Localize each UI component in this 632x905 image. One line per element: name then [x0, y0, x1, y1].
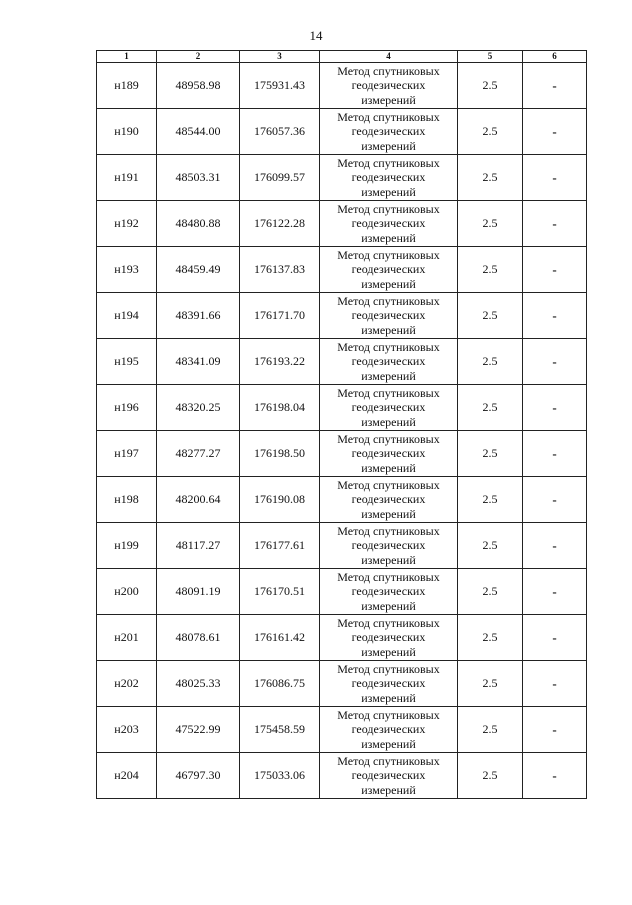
method-line: измерений — [361, 644, 416, 659]
accuracy-cell: 2.5 — [458, 523, 523, 569]
method-cell — [320, 523, 458, 569]
method-line: геодезических — [351, 538, 426, 553]
accuracy-cell: 2.5 — [458, 569, 523, 615]
y-coordinate-cell: 176099.57 — [240, 155, 320, 201]
method-cell — [320, 569, 458, 615]
note-cell: - — [523, 569, 587, 615]
method-line: Метод спутниковых — [337, 707, 440, 722]
table-row — [97, 661, 587, 707]
method-line: геодезических — [351, 768, 426, 783]
method-cell — [320, 431, 458, 477]
x-coordinate-cell: 48117.27 — [157, 523, 240, 569]
point-cell: н203 — [97, 707, 157, 753]
method-line: геодезических — [351, 446, 426, 461]
x-coordinate-cell: 48958.98 — [157, 63, 240, 109]
method-line: Метод спутниковых — [337, 753, 440, 768]
method-line: геодезических — [351, 354, 426, 369]
point-cell: н192 — [97, 201, 157, 247]
point-cell: н198 — [97, 477, 157, 523]
method-line: Метод спутниковых — [337, 201, 440, 216]
note-cell: - — [523, 201, 587, 247]
point-cell: н189 — [97, 63, 157, 109]
note-cell: - — [523, 247, 587, 293]
x-coordinate-cell: 46797.30 — [157, 753, 240, 799]
y-coordinate-cell: 176137.83 — [240, 247, 320, 293]
y-coordinate-cell: 176171.70 — [240, 293, 320, 339]
accuracy-cell: 2.5 — [458, 155, 523, 201]
method-line: Метод спутниковых — [337, 109, 440, 124]
y-coordinate-cell: 176161.42 — [240, 615, 320, 661]
method-line: Метод спутниковых — [337, 63, 440, 78]
accuracy-cell: 2.5 — [458, 109, 523, 155]
y-coordinate-cell: 175033.06 — [240, 753, 320, 799]
accuracy-cell: 2.5 — [458, 339, 523, 385]
y-coordinate-cell: 175931.43 — [240, 63, 320, 109]
table-row — [97, 753, 587, 799]
table-row — [97, 109, 587, 155]
accuracy-cell: 2.5 — [458, 431, 523, 477]
method-line: измерений — [361, 736, 416, 751]
table-row — [97, 201, 587, 247]
method-cell — [320, 385, 458, 431]
x-coordinate-cell: 48341.09 — [157, 339, 240, 385]
method-line: геодезических — [351, 630, 426, 645]
header-col-3: 3 — [240, 51, 320, 63]
method-line: измерений — [361, 276, 416, 291]
method-cell — [320, 707, 458, 753]
accuracy-cell: 2.5 — [458, 385, 523, 431]
header-col-6: 6 — [523, 51, 587, 63]
method-line: геодезических — [351, 262, 426, 277]
accuracy-cell: 2.5 — [458, 247, 523, 293]
y-coordinate-cell: 176198.50 — [240, 431, 320, 477]
y-coordinate-cell: 176193.22 — [240, 339, 320, 385]
accuracy-cell: 2.5 — [458, 201, 523, 247]
accuracy-cell: 2.5 — [458, 753, 523, 799]
method-line: Метод спутниковых — [337, 523, 440, 538]
point-cell: н196 — [97, 385, 157, 431]
method-line: измерений — [361, 368, 416, 383]
method-cell — [320, 615, 458, 661]
x-coordinate-cell: 48391.66 — [157, 293, 240, 339]
point-cell: н201 — [97, 615, 157, 661]
header-col-2: 2 — [157, 51, 240, 63]
accuracy-cell: 2.5 — [458, 707, 523, 753]
table-row — [97, 569, 587, 615]
point-cell: н204 — [97, 753, 157, 799]
method-line: Метод спутниковых — [337, 661, 440, 676]
method-cell — [320, 477, 458, 523]
note-cell: - — [523, 109, 587, 155]
table-row — [97, 63, 587, 109]
y-coordinate-cell: 176198.04 — [240, 385, 320, 431]
method-line: геодезических — [351, 492, 426, 507]
note-cell: - — [523, 293, 587, 339]
method-line: геодезических — [351, 124, 426, 139]
y-coordinate-cell: 176086.75 — [240, 661, 320, 707]
accuracy-cell: 2.5 — [458, 661, 523, 707]
y-coordinate-cell: 176057.36 — [240, 109, 320, 155]
table-row — [97, 523, 587, 569]
y-coordinate-cell: 175458.59 — [240, 707, 320, 753]
method-line: измерений — [361, 598, 416, 613]
note-cell: - — [523, 661, 587, 707]
x-coordinate-cell: 48503.31 — [157, 155, 240, 201]
table-row — [97, 155, 587, 201]
method-line: геодезических — [351, 400, 426, 415]
page-number: 14 — [309, 28, 323, 43]
y-coordinate-cell: 176170.51 — [240, 569, 320, 615]
x-coordinate-cell: 48200.64 — [157, 477, 240, 523]
y-coordinate-cell: 176190.08 — [240, 477, 320, 523]
method-line: измерений — [361, 92, 416, 107]
note-cell: - — [523, 753, 587, 799]
x-coordinate-cell: 47522.99 — [157, 707, 240, 753]
method-line: измерений — [361, 552, 416, 567]
method-cell — [320, 661, 458, 707]
note-cell: - — [523, 385, 587, 431]
x-coordinate-cell: 48459.49 — [157, 247, 240, 293]
point-cell: н200 — [97, 569, 157, 615]
table-row — [97, 477, 587, 523]
table-row — [97, 247, 587, 293]
method-line: измерений — [361, 506, 416, 521]
point-cell: н194 — [97, 293, 157, 339]
method-cell — [320, 293, 458, 339]
note-cell: - — [523, 63, 587, 109]
point-cell: н193 — [97, 247, 157, 293]
method-cell — [320, 155, 458, 201]
note-cell: - — [523, 477, 587, 523]
x-coordinate-cell: 48091.19 — [157, 569, 240, 615]
method-line: Метод спутниковых — [337, 385, 440, 400]
point-cell: н195 — [97, 339, 157, 385]
method-cell — [320, 247, 458, 293]
method-line: геодезических — [351, 78, 426, 93]
point-cell: н199 — [97, 523, 157, 569]
x-coordinate-cell: 48320.25 — [157, 385, 240, 431]
method-cell — [320, 201, 458, 247]
method-line: Метод спутниковых — [337, 247, 440, 262]
method-line: Метод спутниковых — [337, 293, 440, 308]
method-cell — [320, 63, 458, 109]
method-line: измерений — [361, 414, 416, 429]
method-line: геодезических — [351, 308, 426, 323]
table-row — [97, 293, 587, 339]
accuracy-cell: 2.5 — [458, 293, 523, 339]
method-line: Метод спутниковых — [337, 155, 440, 170]
method-line: Метод спутниковых — [337, 477, 440, 492]
point-cell: н191 — [97, 155, 157, 201]
point-cell: н190 — [97, 109, 157, 155]
method-line: измерений — [361, 782, 416, 797]
table-row — [97, 385, 587, 431]
method-line: измерений — [361, 230, 416, 245]
note-cell: - — [523, 431, 587, 477]
x-coordinate-cell: 48078.61 — [157, 615, 240, 661]
table-row — [97, 615, 587, 661]
method-line: Метод спутниковых — [337, 431, 440, 446]
method-cell — [320, 339, 458, 385]
method-cell — [320, 109, 458, 155]
accuracy-cell: 2.5 — [458, 615, 523, 661]
accuracy-cell: 2.5 — [458, 63, 523, 109]
method-line: Метод спутниковых — [337, 569, 440, 584]
note-cell: - — [523, 155, 587, 201]
method-line: геодезических — [351, 584, 426, 599]
method-line: измерений — [361, 184, 416, 199]
table-row — [97, 707, 587, 753]
note-cell: - — [523, 339, 587, 385]
accuracy-cell: 2.5 — [458, 477, 523, 523]
table-row — [97, 339, 587, 385]
point-cell: н202 — [97, 661, 157, 707]
method-line: геодезических — [351, 676, 426, 691]
header-col-5: 5 — [458, 51, 523, 63]
note-cell: - — [523, 707, 587, 753]
x-coordinate-cell: 48480.88 — [157, 201, 240, 247]
point-cell: н197 — [97, 431, 157, 477]
method-line: измерений — [361, 322, 416, 337]
y-coordinate-cell: 176122.28 — [240, 201, 320, 247]
note-cell: - — [523, 615, 587, 661]
header-col-4: 4 — [320, 51, 458, 63]
method-line: геодезических — [351, 170, 426, 185]
x-coordinate-cell: 48277.27 — [157, 431, 240, 477]
method-line: измерений — [361, 690, 416, 705]
x-coordinate-cell: 48544.00 — [157, 109, 240, 155]
header-row — [97, 51, 587, 63]
method-cell — [320, 753, 458, 799]
method-line: геодезических — [351, 722, 426, 737]
method-line: Метод спутниковых — [337, 615, 440, 630]
method-line: измерений — [361, 138, 416, 153]
note-cell: - — [523, 523, 587, 569]
coordinates-table — [96, 50, 587, 799]
method-line: Метод спутниковых — [337, 339, 440, 354]
method-line: измерений — [361, 460, 416, 475]
method-line: геодезических — [351, 216, 426, 231]
x-coordinate-cell: 48025.33 — [157, 661, 240, 707]
table-row — [97, 431, 587, 477]
y-coordinate-cell: 176177.61 — [240, 523, 320, 569]
header-col-1: 1 — [97, 51, 157, 63]
